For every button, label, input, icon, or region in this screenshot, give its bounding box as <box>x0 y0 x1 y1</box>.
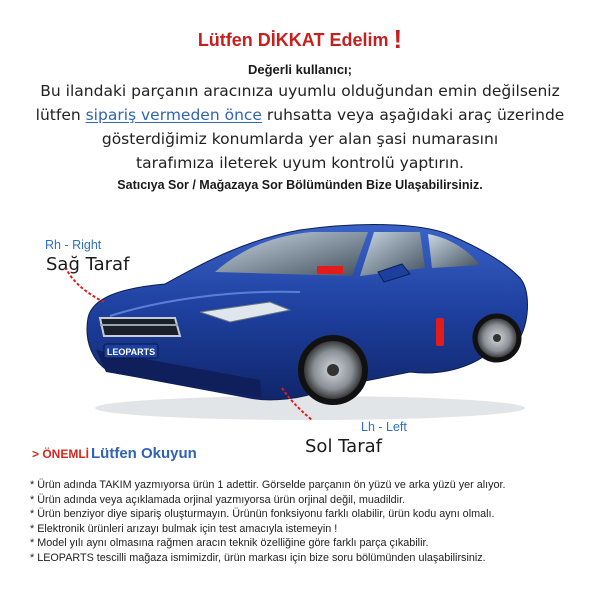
right-side-code: Rh - Right <box>45 238 102 252</box>
note-item: * LEOPARTS tescilli mağaza ismimizdir, ürün markası için bize soru bölümünden ulaşabilirsiniz. <box>30 551 486 564</box>
left-side-label: Sol Taraf <box>305 436 382 457</box>
note-item: * Model yılı aynı olmasına rağmen aracın teknik özelliğine göre farklı parça çıkabilir. <box>30 537 429 550</box>
important-prefix: > ÖNEMLİ <box>32 447 90 461</box>
vin-marker-windshield <box>317 266 343 274</box>
paragraph-line-2 <box>20 103 580 127</box>
notes-list <box>30 478 590 566</box>
order-warning-highlight: sipariş vermeden önce <box>85 106 262 124</box>
paragraph-line-4: tarafımıza ileterek uyum kontrolü yaptırın. <box>136 154 464 172</box>
note-item: * Ürün adında veya açıklamada orjinal yazmıyorsa ürün orjinal değil, muadildir. <box>30 493 406 506</box>
contact-line: Satıcıya Sor / Mağazaya Sor Bölümünden Bize Ulaşabilirsiniz. <box>117 178 483 192</box>
front-grille <box>100 318 180 336</box>
note-item: * Elektronik ürünleri arızayı bulmak için test amacıyla istemeyin ! <box>30 522 338 535</box>
notice-title <box>0 24 600 54</box>
note-item: * Ürün adında TAKIM yazmıyorsa ürün 1 adettir. Görselde parçanın ön yüzü ve arka yüzü yer alıyor. <box>30 479 506 491</box>
paragraph-line-2-post: ruhsatta veya aşağıdaki araç üzerinde <box>261 106 565 124</box>
notice-title-text: Lütfen DİKKAT Edelim <box>197 30 389 50</box>
ground-shadow <box>95 396 525 420</box>
greeting: Değerli kullanıcı; <box>247 62 353 77</box>
right-pointer <box>66 268 104 302</box>
car-illustration <box>60 215 540 430</box>
important-text: Lütfen Okuyun <box>91 445 197 462</box>
left-side-code: Lh - Left <box>361 420 407 434</box>
note-item: * Ürün benziyor diye sipariş oluşturmayın. Ürünün fonksiyonu farklı olabilir, ürün kodu aynı olmalı. <box>30 508 495 521</box>
paragraph-line-1: Bu ilandaki parçanın aracınıza uyumlu olduğundan emin değilseniz <box>40 82 560 100</box>
important-heading <box>32 445 197 463</box>
paragraph-line-2-pre: lütfen <box>35 106 86 124</box>
instruction-paragraph <box>20 79 580 175</box>
right-side-label: Sağ Taraf <box>46 254 130 275</box>
side-text: LEOPARTS <box>394 375 438 390</box>
vin-marker-door <box>436 318 444 346</box>
paragraph-line-3: gösterdiğimiz konumlarda yer alan şasi numarasını <box>101 130 499 148</box>
exclamation-mark: ! <box>393 24 403 54</box>
plate-text: LEOPARTS <box>106 347 156 357</box>
